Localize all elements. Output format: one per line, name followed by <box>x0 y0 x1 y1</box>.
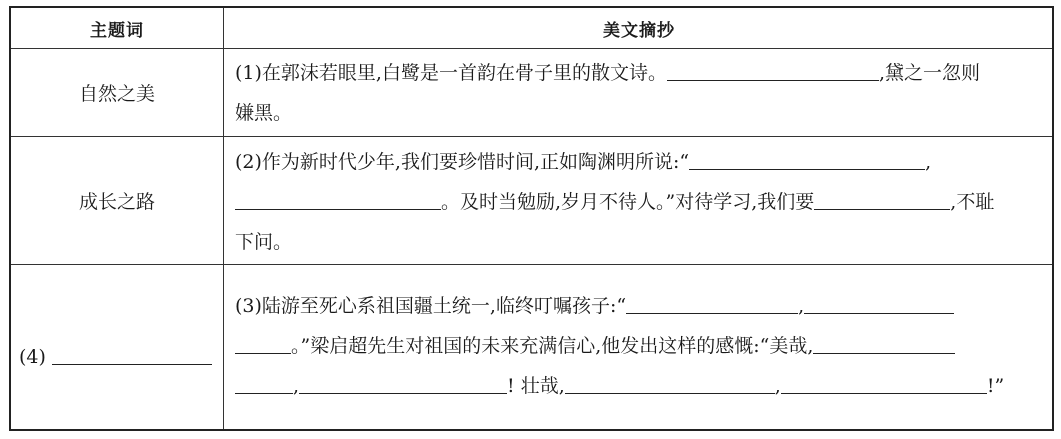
topic-column-header: 主题词 <box>90 20 144 41</box>
row2-topic: 成长之路 <box>78 191 155 213</box>
row3-blank-8[interactable] <box>781 369 987 394</box>
row2-blank-2[interactable] <box>235 185 441 210</box>
row3-blank-4[interactable] <box>813 329 955 354</box>
row1-text-1: (1)在郭沫若眼里,白鹭是一首韵在骨子里的散文诗。 <box>235 62 667 84</box>
column-divider <box>223 8 224 429</box>
row3-text-2: , <box>798 295 805 317</box>
row1-blank-1[interactable] <box>667 56 879 81</box>
row3-text-7: !” <box>986 375 1005 397</box>
row3-blank-6[interactable] <box>299 369 507 394</box>
row2-blank-3[interactable] <box>814 185 950 210</box>
row3-text-6: , <box>774 375 781 397</box>
row1-text-2: ,黛之一忽则 <box>878 62 981 84</box>
row-divider-2 <box>11 264 1052 265</box>
row3-blank-7[interactable] <box>565 369 775 394</box>
row3-blank-3[interactable] <box>235 329 291 354</box>
row2-excerpt <box>235 142 1047 262</box>
row3-blank-1[interactable] <box>626 289 798 314</box>
row2-text-5: 下问。 <box>235 231 293 253</box>
row3-excerpt <box>235 286 1047 406</box>
poetry-excerpt-table <box>9 6 1054 431</box>
row2-text-2: , <box>925 151 932 173</box>
row3-text-3: 。”梁启超先生对祖国的未来充满信心,他发出这样的感慨:“美哉, <box>291 335 814 357</box>
row3-topic <box>19 340 212 368</box>
row3-blank-2[interactable] <box>804 289 954 314</box>
row3-text-4: , <box>293 375 300 397</box>
row1-text-3: 嫌黑。 <box>235 102 293 124</box>
row3-topic-prefix: (4) <box>19 346 46 368</box>
row2-blank-1[interactable] <box>689 145 925 170</box>
row2-text-4: ,不耻 <box>950 191 995 213</box>
row3-text-5: ! 壮哉, <box>507 375 565 397</box>
row1-topic: 自然之美 <box>78 83 155 105</box>
row2-text-1: (2)作为新时代少年,我们要珍惜时间,正如陶渊明所说:“ <box>235 151 690 173</box>
row3-text-1: (3)陆游至死心系祖国疆土统一,临终叮嘱孩子:“ <box>235 295 627 317</box>
row2-text-3: 。及时当勉励,岁月不待人。”对待学习,我们要 <box>441 191 815 213</box>
row3-blank-5[interactable] <box>235 369 293 394</box>
row3-topic-blank[interactable] <box>52 340 212 365</box>
row1-excerpt <box>235 53 1047 133</box>
excerpt-column-header: 美文摘抄 <box>603 20 675 41</box>
